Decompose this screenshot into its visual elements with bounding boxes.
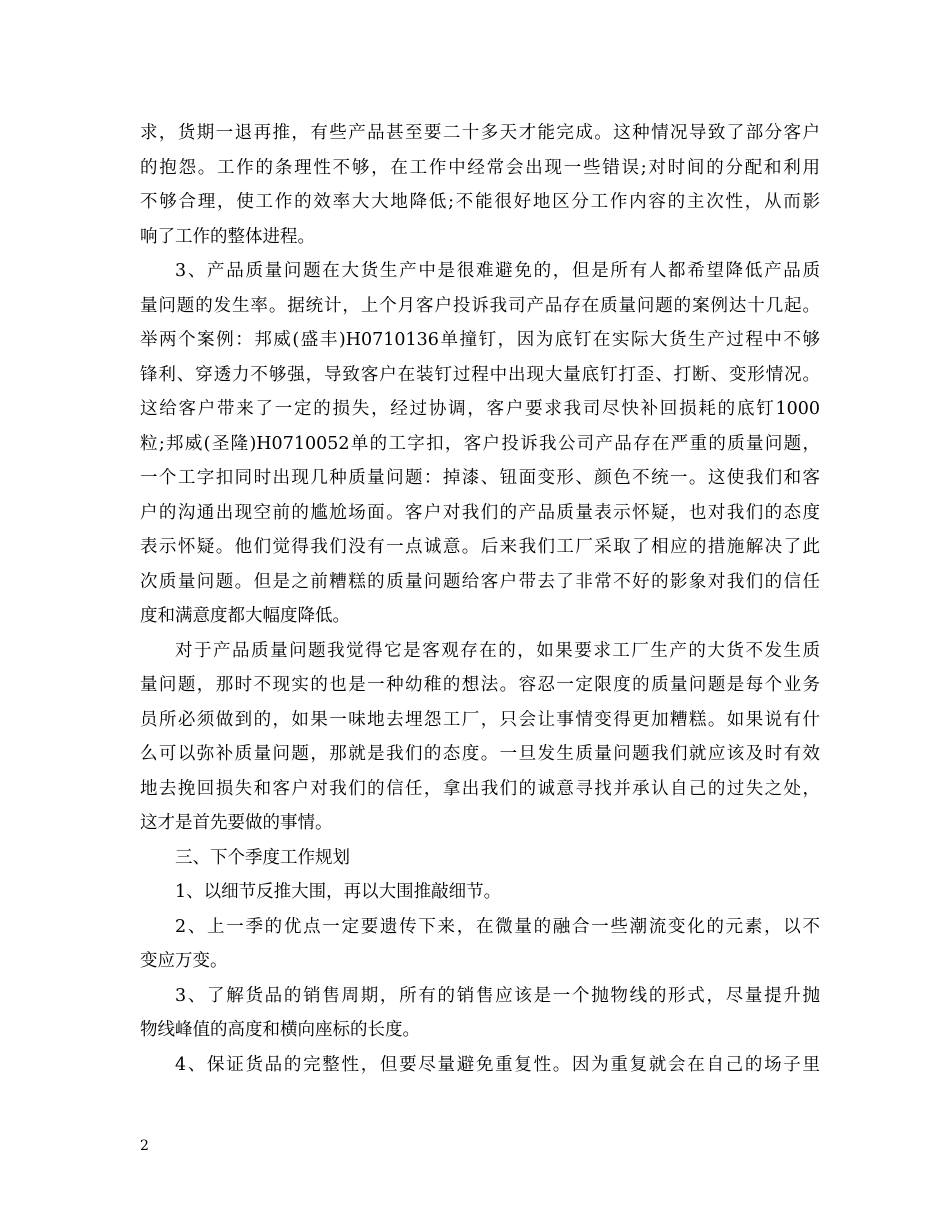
text-line: 量问题，那时不现实的也是一种幼稚的想法。容忍一定限度的质量问题是每个业务	[140, 675, 820, 695]
text-line: 度和满意度都大幅度降低。	[140, 606, 350, 626]
text-line: 三、下个季度工作规划	[175, 847, 350, 868]
text-line: 3、产品质量问题在大货生产中是很难避免的，但是所有人都希望降低产品质	[175, 261, 820, 281]
text-line: 不够合理，使工作的效率大大地降低;不能很好地区分工作内容的主次性，从而影	[140, 192, 820, 212]
text-line: 1、以细节反推大围，再以大围推敲细节。	[175, 882, 502, 902]
text-line: 么可以弥补质量问题，那就是我们的态度。一旦发生质量问题我们就应该及时有效	[140, 744, 820, 764]
text-line: 次质量问题。但是之前糟糕的质量问题给客户带去了非常不好的影象对我们的信任	[140, 571, 820, 592]
text-line: 的抱怨。工作的条理性不够，在工作中经常会出现一些错误;对时间的分配和利用	[140, 157, 820, 178]
text-line: 量问题的发生率。据统计，上个月客户投诉我司产品存在质量问题的案例达十几起。	[140, 295, 820, 316]
text-line: 这才是首先要做的事情。	[140, 813, 333, 833]
text-line: 响了工作的整体进程。	[140, 226, 315, 247]
page-number: 2	[140, 1138, 149, 1154]
text-line: 3、了解货品的销售周期，所有的销售应该是一个抛物线的形式，尽量提升抛	[175, 985, 820, 1006]
text-line: 物线峰值的高度和横向座标的长度。	[140, 1020, 420, 1040]
text-line: 地去挽回损失和客户对我们的信任，拿出我们的诚意寻找并承认自己的过失之处，	[140, 778, 820, 799]
text-line: 锋利、穿透力不够强，导致客户在装钉过程中出现大量底钉打歪、打断、变形情况。	[140, 364, 820, 385]
text-line: 2、上一季的优点一定要遗传下来，在微量的融合一些潮流变化的元素，以不	[175, 916, 820, 937]
text-line: 4、保证货品的完整性，但要尽量避免重复性。因为重复就会在自己的场子里	[175, 1054, 820, 1075]
text-line: 表示怀疑。他们觉得我们没有一点诚意。后来我们工厂采取了相应的措施解决了此	[140, 537, 820, 557]
text-line: 举两个案例：邦威(盛丰)H0710136单撞钉，因为底钉在实际大货生产过程中不够	[140, 330, 820, 350]
text-line: 粒;邦威(圣隆)H0710052单的工字扣，客户投诉我公司产品存在严重的质量问题，	[140, 433, 820, 454]
text-line: 求，货期一退再推，有些产品甚至要二十多天才能完成。这种情况导致了部分客户	[140, 123, 820, 143]
text-line: 户的沟通出现空前的尴尬场面。客户对我们的产品质量表示怀疑，也对我们的态度	[140, 502, 820, 523]
text-line: 变应万变。	[140, 951, 228, 971]
document-body	[140, 116, 820, 1082]
text-line: 对于产品质量问题我觉得它是客观存在的，如果要求工厂生产的大货不发生质	[175, 640, 820, 661]
text-line: 这给客户带来了一定的损失，经过协调，客户要求我司尽快补回损耗的底钉1000	[140, 399, 820, 419]
text-line: 一个工字扣同时出现几种质量问题：掉漆、钮面变形、颜色不统一。这使我们和客	[140, 468, 820, 488]
text-line: 员所必须做到的，如果一味地去埋怨工厂，只会让事情变得更加糟糕。如果说有什	[140, 709, 820, 730]
